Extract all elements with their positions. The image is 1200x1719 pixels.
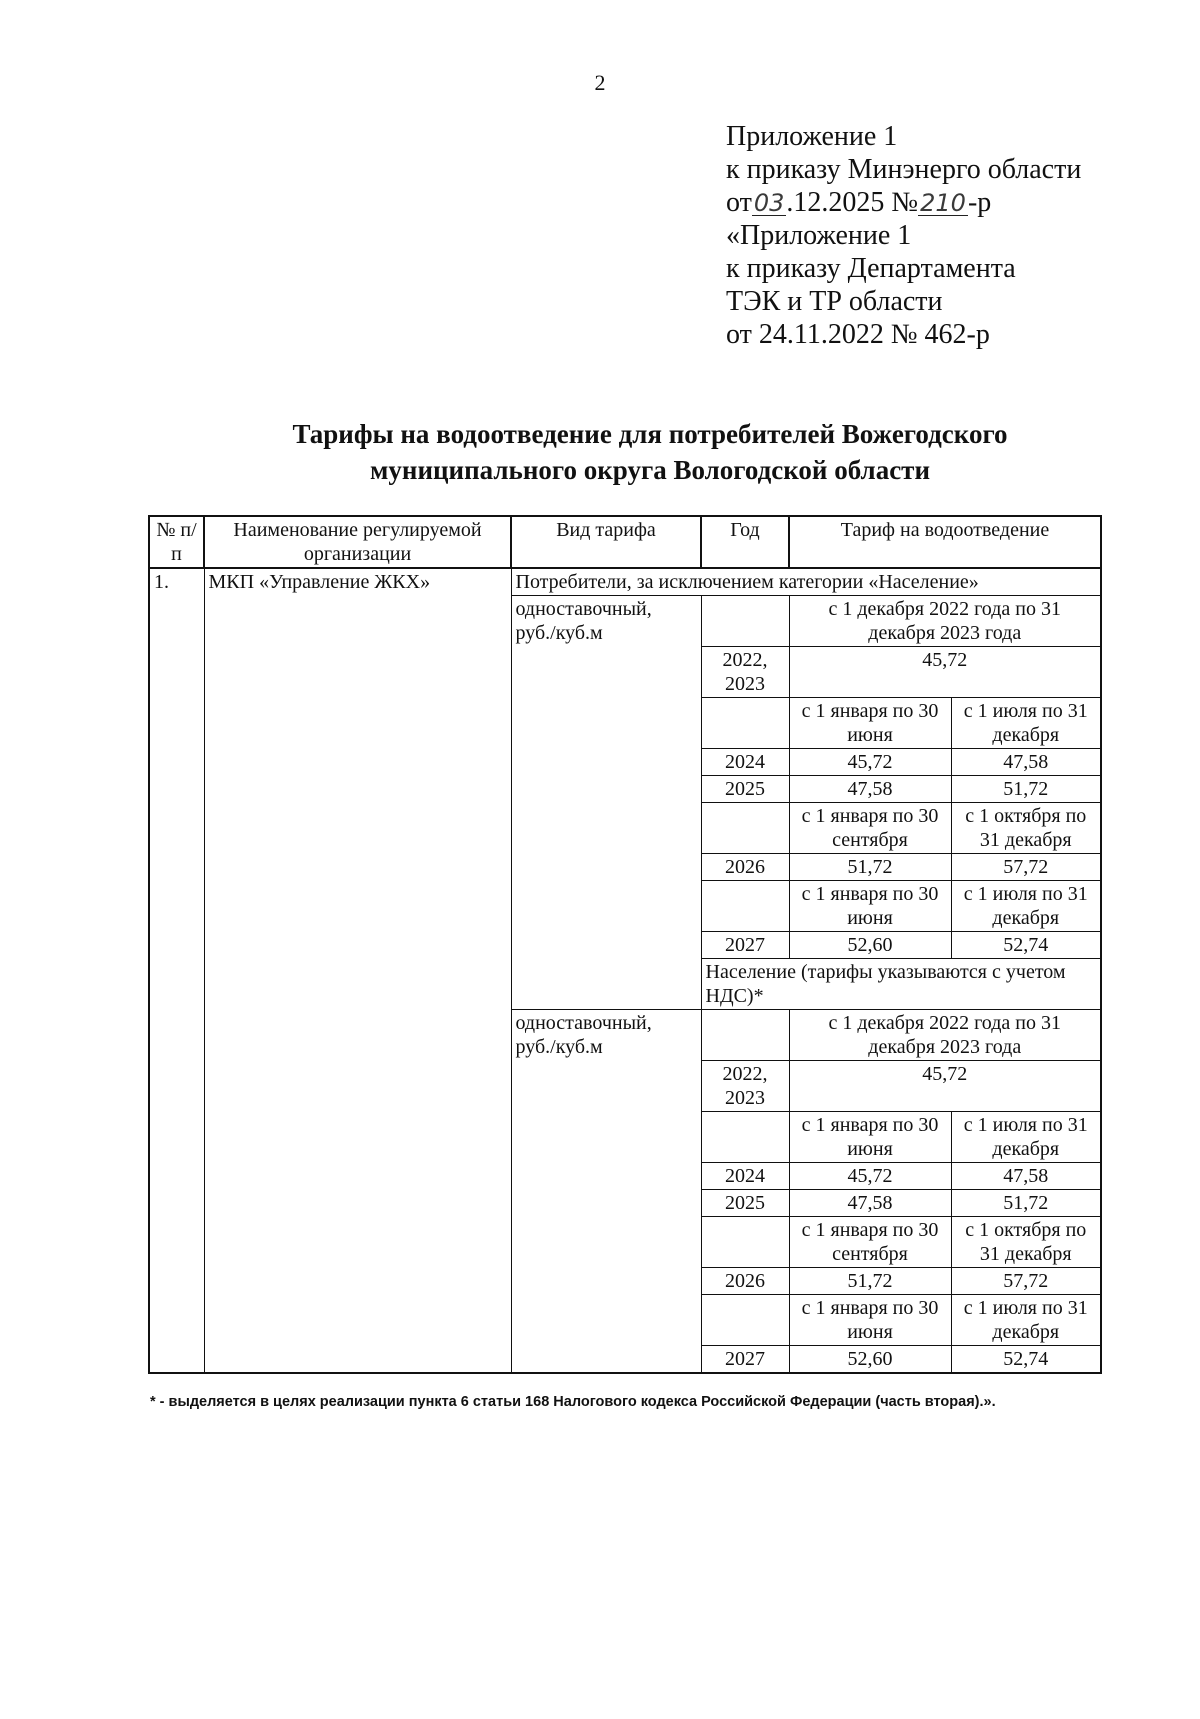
table-header-row [149, 516, 1101, 568]
period-cell: с 1 октября по 31 декабря [951, 1217, 1101, 1268]
appendix-date: .12.2025 № [786, 187, 919, 218]
year-cell [701, 1010, 789, 1061]
year-cell: 2026 [701, 854, 789, 881]
footnote: * - выделяется в целях реализации пункта 6 статьи 168 Налогового кодекса Российской Федерации (часть вторая).». [150, 1394, 996, 1410]
period-cell: с 1 июля по 31 декабря [951, 1112, 1101, 1163]
tariff-value: 52,74 [951, 1346, 1101, 1374]
page-number: 2 [594, 70, 606, 95]
tariff-value: 47,58 [789, 1190, 951, 1217]
period-cell: с 1 декабря 2022 года по 31 декабря 2023 года [789, 596, 1101, 647]
year-cell: 2026 [701, 1268, 789, 1295]
tariff-value: 51,72 [951, 1190, 1101, 1217]
header-tariff: Тариф на водоотведение [789, 516, 1101, 568]
title-line: Тарифы на водоотведение для потребителей Вожегодского [292, 419, 1008, 449]
tariff-value: 52,60 [789, 1346, 951, 1374]
period-cell: с 1 января по 30 июня [789, 1295, 951, 1346]
year-cell [701, 1112, 789, 1163]
tariff-value: 57,72 [951, 1268, 1101, 1295]
appendix-line: Приложение 1 [726, 121, 898, 152]
appendix-from: от [726, 187, 752, 218]
period-cell: с 1 июля по 31 декабря [951, 1295, 1101, 1346]
appendix-header [726, 120, 1081, 351]
period-cell: с 1 июля по 31 декабря [951, 698, 1101, 749]
year-cell: 2024 [701, 749, 789, 776]
appendix-line: к приказу Минэнерго области [726, 154, 1082, 185]
document-title [0, 416, 1200, 488]
year-cell: 2025 [701, 776, 789, 803]
tariff-value: 51,72 [789, 854, 951, 881]
handwritten-order-number: 210 [920, 189, 966, 217]
period-cell: с 1 января по 30 июня [789, 881, 951, 932]
period-cell: с 1 января по 30 сентября [789, 1217, 951, 1268]
year-cell [701, 1295, 789, 1346]
year-cell [701, 803, 789, 854]
tariff-type: одноставочный, руб./куб.м [511, 596, 701, 1010]
table-row [149, 568, 1101, 596]
tariff-value: 52,74 [951, 932, 1101, 959]
tariff-table [148, 515, 1102, 1374]
year-cell: 2027 [701, 1346, 789, 1374]
year-cell [701, 698, 789, 749]
appendix-line: от 24.11.2022 № 462-р [726, 319, 990, 350]
tariff-value: 52,60 [789, 932, 951, 959]
period-cell: с 1 декабря 2022 года по 31 декабря 2023 года [789, 1010, 1101, 1061]
tariff-value: 45,72 [789, 647, 1101, 698]
appendix-line: ТЭК и ТР области [726, 286, 943, 317]
period-cell: с 1 января по 30 июня [789, 698, 951, 749]
tariff-type: одноставочный, руб./куб.м [511, 1010, 701, 1374]
appendix-order-line [726, 186, 1081, 219]
tariff-value: 51,72 [789, 1268, 951, 1295]
year-cell [701, 881, 789, 932]
handwritten-day: 03 [753, 189, 785, 217]
period-cell: с 1 января по 30 сентября [789, 803, 951, 854]
period-cell: с 1 января по 30 июня [789, 1112, 951, 1163]
period-cell: с 1 июля по 31 декабря [951, 881, 1101, 932]
tariff-value: 47,58 [789, 776, 951, 803]
title-line: муниципального округа Вологодской области [370, 455, 930, 485]
tariff-value: 47,58 [951, 1163, 1101, 1190]
header-type: Вид тарифа [511, 516, 701, 568]
year-cell [701, 596, 789, 647]
year-cell: 2027 [701, 932, 789, 959]
row-number: 1. [149, 568, 204, 1373]
year-cell: 2024 [701, 1163, 789, 1190]
appendix-line: к приказу Департамента [726, 253, 1016, 284]
tariff-value: 47,58 [951, 749, 1101, 776]
tariff-value: 57,72 [951, 854, 1101, 881]
header-year: Год [701, 516, 789, 568]
appendix-suffix: -р [967, 187, 992, 218]
year-cell [701, 1217, 789, 1268]
org-name: МКП «Управление ЖКХ» [204, 568, 511, 1373]
tariff-value: 45,72 [789, 1163, 951, 1190]
tariff-value: 45,72 [789, 749, 951, 776]
period-cell: с 1 октября по 31 декабря [951, 803, 1101, 854]
category-label: Население (тарифы указываются с учетом НДС)* [701, 959, 1101, 1010]
header-num: № п/п [149, 516, 204, 568]
year-cell: 2025 [701, 1190, 789, 1217]
year-cell: 2022, 2023 [701, 1061, 789, 1112]
tariff-value: 45,72 [789, 1061, 1101, 1112]
header-org: Наименование регулируемой организации [204, 516, 511, 568]
year-cell: 2022, 2023 [701, 647, 789, 698]
appendix-line: «Приложение 1 [726, 220, 912, 251]
tariff-value: 51,72 [951, 776, 1101, 803]
category-label: Потребители, за исключением категории «Население» [511, 568, 1101, 596]
